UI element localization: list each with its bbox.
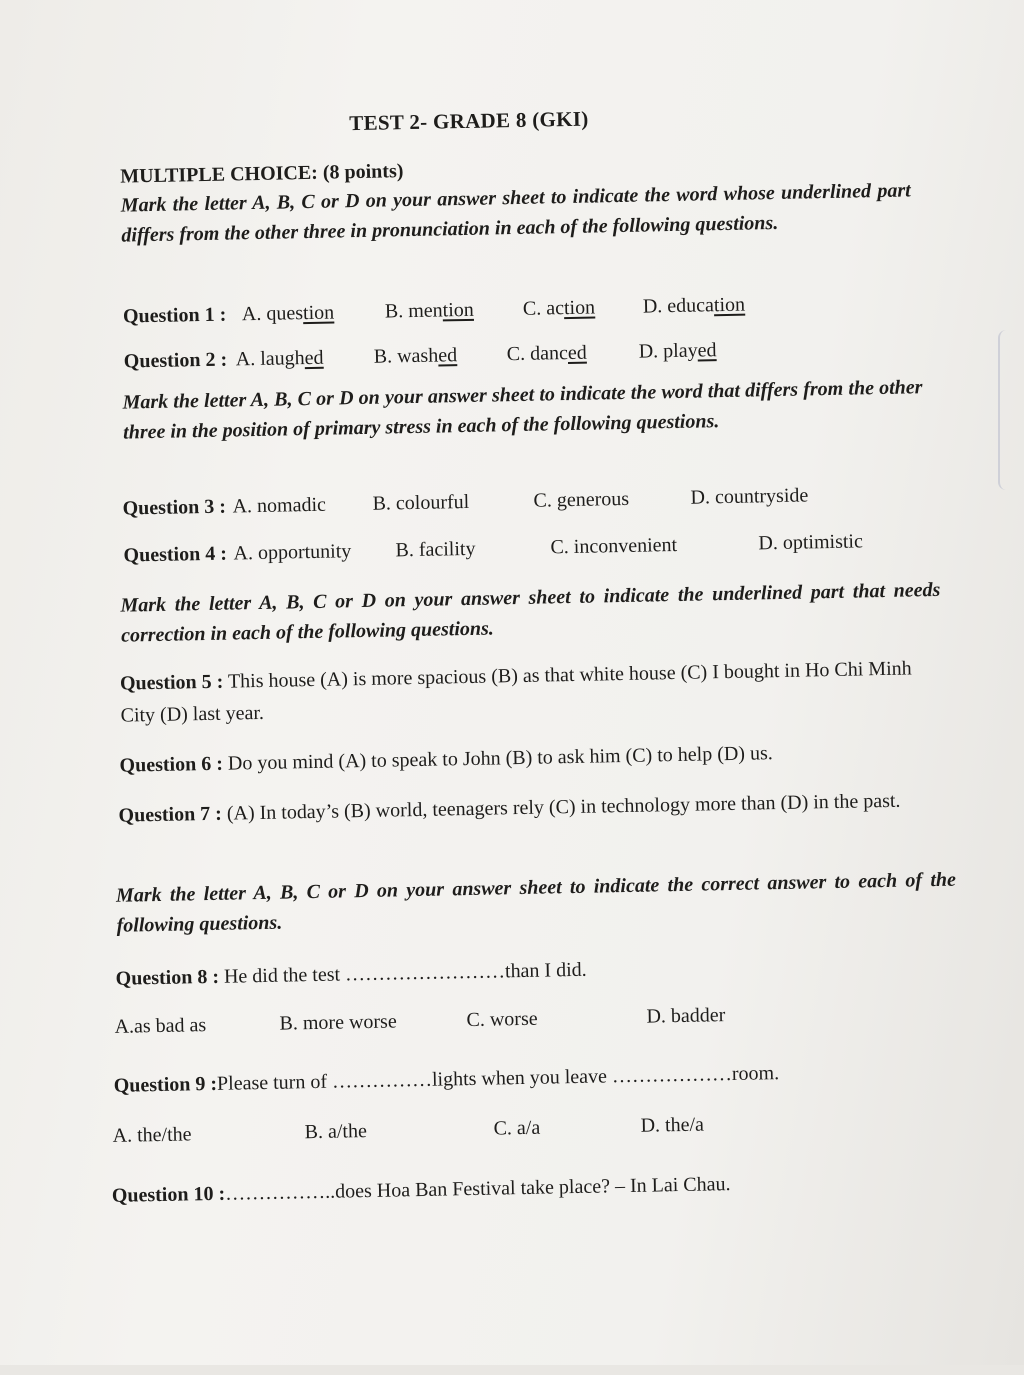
underlined-part: ed — [437, 344, 458, 367]
question-text: ……………..does Hoa Ban Festival take place? – In Lai Chau. — [224, 1173, 731, 1205]
option-d: D. badder — [646, 1004, 726, 1028]
question-text: (A) In today’s (B) world, teenagers rely (C) in technology more than (D) in the past. — [226, 789, 901, 825]
question-1 — [123, 290, 923, 335]
option-c — [507, 342, 587, 367]
question-text: This house (A) is more spacious (B) as that white house (C) I bought in Ho Chi Minh City (D) last year. — [120, 657, 912, 727]
option-text: D. educa — [642, 294, 715, 318]
instruction-correct-answer: Mark the letter A, B, C or D on your answer sheet to indicate the correct answer to each of the following questions. — [115, 868, 957, 937]
question-label: Question 6 : — [119, 752, 224, 777]
option-a: A. the/the — [112, 1123, 192, 1147]
section-heading: MULTIPLE CHOICE: (8 points) — [120, 160, 404, 188]
question-label: Question 8 : — [115, 965, 220, 990]
option-d: D. optimistic — [758, 530, 864, 555]
option-text: C. ac — [522, 297, 565, 320]
option-text: C. danc — [506, 342, 569, 366]
option-c: C. worse — [466, 1007, 538, 1032]
instruction-correction: Mark the letter A, B, C or D on your answer sheet to indicate the underlined part that needs correction in each of the following questions. — [120, 578, 941, 647]
option-d: D. the/a — [640, 1113, 705, 1137]
option-a: A. opportunity — [233, 540, 352, 565]
option-b — [385, 299, 474, 324]
underlined-part: tion — [563, 296, 596, 320]
option-b: B. a/the — [304, 1120, 368, 1144]
option-text: A. laugh — [235, 347, 305, 371]
question-7 — [118, 784, 948, 832]
underlined-part: ed — [697, 339, 717, 362]
question-text: Please turn of ……………lights when you leave ………………room. — [216, 1062, 780, 1095]
question-10 — [112, 1164, 962, 1212]
option-text: D. play — [638, 339, 698, 363]
question-5 — [120, 652, 951, 732]
question-label: Question 5 : — [119, 670, 224, 695]
underlined-part: tion — [302, 301, 335, 325]
option-a: A. nomadic — [232, 493, 327, 518]
option-d: D. countryside — [690, 484, 809, 509]
question-text: He did the test ……………………than I did. — [223, 958, 587, 988]
option-d — [639, 339, 717, 363]
question-label: Question 1 : — [122, 303, 227, 328]
question-8-options — [114, 1000, 914, 1045]
option-text: B. wash — [373, 344, 439, 368]
option-c: C. generous — [533, 487, 630, 512]
question-8 — [115, 947, 945, 995]
option-a — [236, 347, 324, 372]
option-b — [374, 344, 458, 369]
instruction-pronunciation: Mark the letter A, B, C or D on your answer sheet to indicate the word whose underlined part differs from the other three in pronunciation in each of the following questions. — [120, 179, 911, 247]
option-c — [523, 296, 596, 320]
option-text: A. ques — [241, 302, 304, 326]
question-6 — [119, 734, 949, 782]
option-a: A.as bad as — [114, 1014, 207, 1038]
underlined-part: tion — [713, 293, 746, 317]
question-label: Question 4 : — [123, 542, 228, 567]
option-d — [643, 294, 746, 319]
option-c: C. inconvenient — [550, 533, 678, 559]
instruction-stress: Mark the letter A, B, C or D on your answer sheet to indicate the word that differs from the other three in the position of primary stress in each of the following questions. — [122, 376, 923, 444]
underlined-part: ed — [304, 346, 324, 370]
test-title: TEST 2- GRADE 8 (GKI) — [349, 106, 589, 136]
option-b: B. facility — [395, 537, 476, 562]
option-a — [242, 302, 335, 327]
option-b: B. more worse — [279, 1010, 397, 1035]
question-label: Question 10 : — [111, 1182, 226, 1207]
option-b: B. colourful — [372, 490, 470, 515]
question-label: Question 7 : — [118, 802, 223, 827]
underlined-part: ed — [567, 341, 587, 365]
question-9-options — [112, 1110, 912, 1155]
underlined-part: tion — [442, 298, 475, 322]
question-label: Question 3 : — [122, 495, 227, 520]
question-label: Question 2 : — [123, 348, 228, 373]
question-text: Do you mind (A) to speak to John (B) to ask him (C) to help (D) us. — [227, 742, 773, 775]
question-9 — [113, 1054, 953, 1102]
option-text: B. men — [384, 299, 443, 323]
question-4 — [123, 529, 923, 574]
option-c: C. a/a — [493, 1116, 541, 1140]
question-3 — [122, 482, 922, 527]
question-label: Question 9 : — [113, 1072, 218, 1097]
